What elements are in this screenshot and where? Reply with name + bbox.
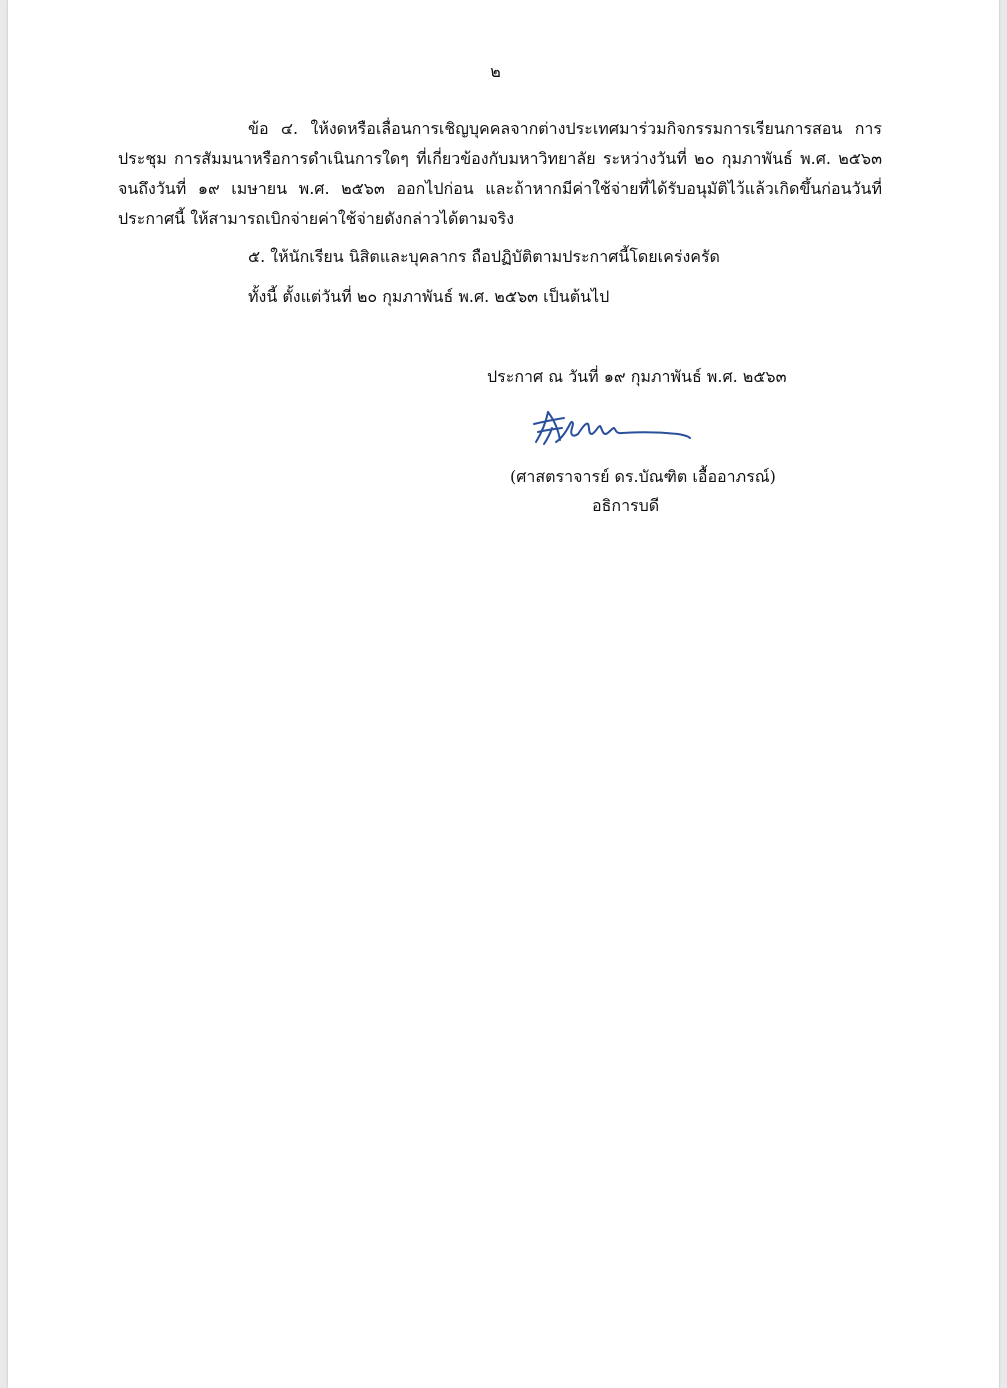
announcement-date: ประกาศ ณ วันที่ ๑๙ กุมภาพันธ์ พ.ศ. ๒๕๖๓ [487, 367, 787, 386]
signature-image [528, 398, 698, 454]
paragraph-clause-4: ข้อ ๔. ให้งดหรือเลื่อนการเชิญบุคคลจากต่างประเทศมาร่วมกิจกรรมการเรียนการสอน การประชุม การสัมมนาหรือการดำเนินการใดๆ ที่เกี่ยวข้องกับมหาวิทยาลัย ระหว่างวันที่ ๒๐ กุมภาพันธ์ พ.ศ. ๒๕๖๓ จนถึงวันที่ ๑๙ เมษายน พ.ศ. ๒๕๖๓ ออกไปก่อน และถ้าหากมีค่าใช้จ่ายที่ได้รับอนุมัติไว้แล้วเกิดขึ้นก่อนวันที่ประกาศนี้ ให้สามารถเบิกจ่ายค่าใช้จ่ายดังกล่าวได้ตามจริง [118, 119, 882, 228]
effective-date-line: ทั้งนี้ ตั้งแต่วันที่ ๒๐ กุมภาพันธ์ พ.ศ. ๒๕๖๓ เป็นต้นไป [248, 287, 610, 306]
paragraph-clause-5: ๕. ให้นักเรียน นิสิตและบุคลากร ถือปฏิบัติตามประกาศนี้โดยเคร่งครัด [248, 247, 720, 266]
page-number: ๒ [490, 62, 501, 81]
signer-title: อธิการบดี [592, 496, 660, 515]
signer-name: (ศาสตราจารย์ ดร.บัณฑิต เอื้ออาภรณ์) [510, 467, 776, 486]
